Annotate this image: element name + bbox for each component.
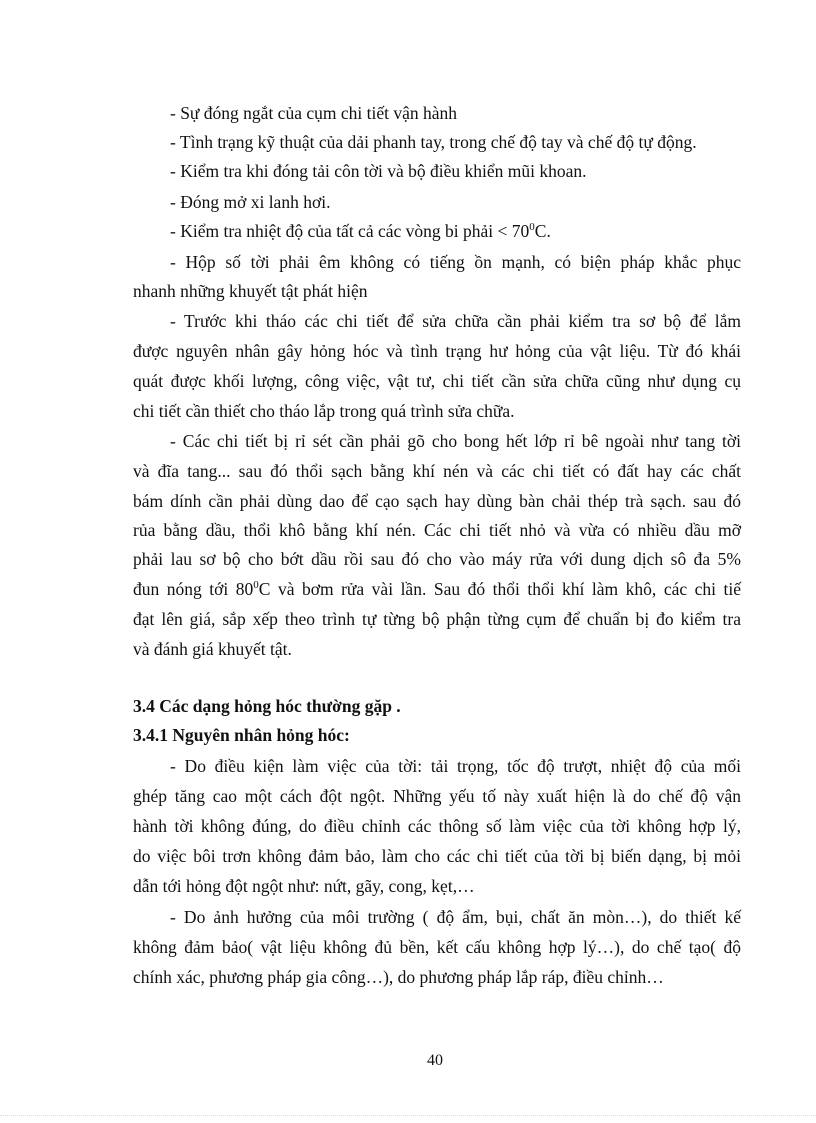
temp-superscript: 0 bbox=[529, 221, 535, 233]
paragraph-line: bám dính cần phải dùng dao để cạo sạch hay dùng bàn chải thép trà sạch. sau đó bbox=[133, 491, 741, 511]
paragraph-line: được nguyên nhân gây hỏng hóc và tình trạng hư hỏng của vật liệu. Từ đó khái bbox=[133, 341, 741, 361]
paragraph-line: quát được khối lượng, công việc, vật tư, chi tiết cần sửa chữa cũng như dụng cụ bbox=[133, 371, 741, 391]
bullet-line: - Tình trạng kỹ thuật của dải phanh tay, trong chế độ tay và chế độ tự động. bbox=[170, 132, 697, 152]
bullet-line: - Đóng mở xi lanh hơi. bbox=[170, 192, 331, 212]
paragraph-line: do việc bôi trơn không đảm bảo, làm cho các chi tiết của tời bị biến dạng, bị mỏi bbox=[133, 846, 741, 866]
paragraph-line: chính xác, phương pháp gia công…), do phương pháp lắp ráp, điều chỉnh… bbox=[133, 967, 664, 987]
paragraph-line: chi tiết cần thiết cho tháo lắp trong quá trình sửa chữa. bbox=[133, 401, 515, 421]
temp-unit: C. bbox=[534, 221, 551, 241]
temp-superscript: 0 bbox=[253, 579, 259, 591]
paragraph-line: - Do ảnh hưởng của môi trường ( độ ẩm, bụi, chất ăn mòn…), do thiết kế bbox=[170, 907, 741, 927]
paragraph-line: phải lau sơ bộ cho bớt dầu rồi sau đó cho vào máy rửa với dung dịch sô đa 5% bbox=[133, 549, 741, 569]
paragraph-line: - Các chi tiết bị rỉ sét cần phải gõ cho bong hết lớp rỉ bê ngoài như tang tời bbox=[170, 431, 741, 451]
paragraph-line: hành tời không đúng, do điều chỉnh các thông số làm việc của tời không hợp lý, bbox=[133, 816, 741, 836]
temp-text: - Kiểm tra nhiệt độ của tất cả các vòng bi phải < 70 bbox=[170, 221, 530, 241]
paragraph-line: không đảm bảo( vật liệu không đủ bền, kết cấu không hợp lý…), do chế tạo( độ bbox=[133, 937, 741, 957]
paragraph-line: ghép tăng cao một cách đột ngột. Những yếu tố này xuất hiện là do chế độ vận bbox=[133, 786, 741, 806]
bullet-line: - Sự đóng ngắt của cụm chi tiết vận hành bbox=[170, 103, 457, 123]
paragraph-line: - Do điều kiện làm việc của tời: tải trọng, tốc độ trượt, nhiệt độ của mối bbox=[170, 756, 741, 776]
temp-rest: C và bơm rửa vài lần. Sau đó thổi thổi khí làm khô, các chi tiế bbox=[258, 579, 742, 599]
bullet-line-temperature bbox=[170, 220, 551, 242]
paragraph-line: - Trước khi tháo các chi tiết để sửa chữa cần phải kiểm tra sơ bộ để lắm bbox=[170, 311, 741, 331]
subsection-heading: 3.4.1 Nguyên nhân hỏng hóc: bbox=[133, 725, 350, 745]
paragraph-line: và đánh giá khuyết tật. bbox=[133, 639, 292, 659]
section-heading: 3.4 Các dạng hỏng hóc thường gặp . bbox=[133, 696, 401, 716]
page-bottom-divider bbox=[0, 1115, 816, 1117]
paragraph-line: rủa bằng dầu, thổi khô bằng khí nén. Các chi tiết nhỏ và vừa có nhiều dầu mỡ bbox=[133, 520, 741, 540]
temp-text: đun nóng tới 80 bbox=[133, 579, 254, 599]
paragraph-line: dẫn tới hỏng đột ngột như: nứt, gãy, cong, kẹt,… bbox=[133, 876, 475, 896]
paragraph-line: đạt lên giá, sắp xếp theo trình tự từng bộ phận từng cụm để chuẩn bị đo kiểm tra bbox=[133, 609, 741, 629]
page-number: 40 bbox=[427, 1052, 443, 1069]
paragraph-line: - Hộp số tời phải êm không có tiếng ồn mạnh, có biện pháp khắc phục bbox=[170, 252, 741, 272]
bullet-line: - Kiểm tra khi đóng tải côn tời và bộ điều khiển mũi khoan. bbox=[170, 161, 587, 181]
paragraph-line: và đĩa tang... sau đó thổi sạch bằng khí nén và các chi tiết có đất hay các chất bbox=[133, 461, 741, 481]
paragraph-line-temperature bbox=[133, 578, 741, 600]
paragraph-line: nhanh những khuyết tật phát hiện bbox=[133, 281, 368, 301]
